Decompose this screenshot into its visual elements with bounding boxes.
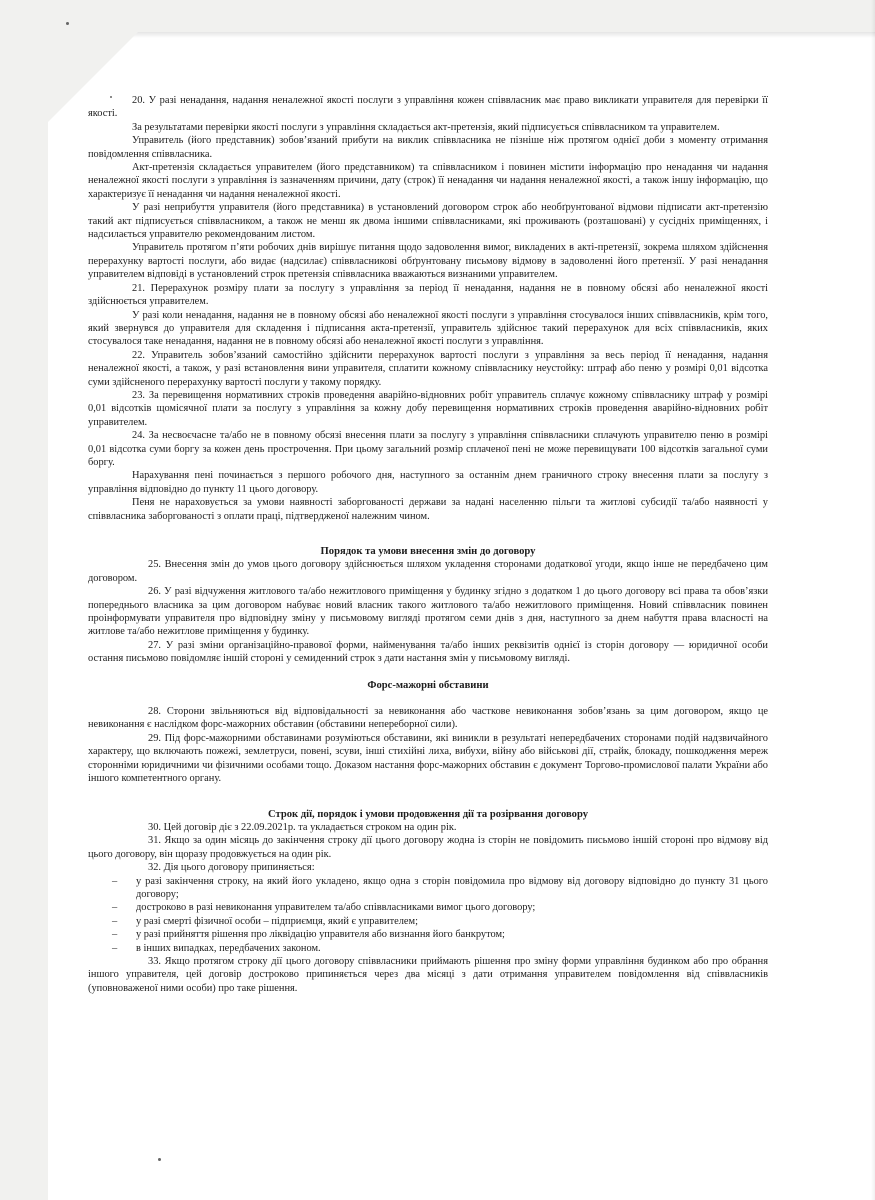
paragraph-30: 30. Цей договір діє з 22.09.2021р. та укладається строком на один рік.: [148, 821, 457, 833]
paragraph-24-accrual: Нарахування пені починається з першого робочого дня, наступного за останнім днем граничного строку внесення плати за послугу з управління відповідно до пункту 11 цього договору.: [88, 470, 768, 495]
list-item: – у разі прийняття рішення про ліквідацію управителя або визнання його банкрутом;: [112, 929, 505, 941]
list-item: – у разі смерті фізичної особи – підприємця, який є управителем;: [112, 915, 418, 927]
paragraph-24-exemption: Пеня не нараховується за умови наявності заборгованості держави за надані населенню пільги та житлові субсидії та/або наявності у співвласника заборгованості з оплати праці, підтвердженої належним чином.: [88, 497, 768, 522]
termination-list: [88, 875, 768, 955]
list-item: – достроково в разі невиконання управителем та/або співвласниками вимог цього договору;: [112, 902, 536, 914]
section-title-amendments: Порядок та умови внесення змін до договору: [320, 546, 536, 557]
scan-speck: [66, 22, 69, 25]
paragraph-33: 33. Якщо протягом строку дії цього договору співвласники приймають рішення про зміну форми управління будинком або про обрання іншого управителя, цей договір достроково припиняється через два місяці з дати отримання управителем повідомлення від співвласників (уповноваженої ними особи) про таке рішення.: [88, 955, 768, 994]
paragraph-26: 26. У разі відчуження житлового та/або нежитлового приміщення у будинку згідно з додатком 1 до цього договору всі права та обов’язки попереднього власника за цим договором набуває новий власник такого житлового та/або нежитлового приміщення. Новий співвласник повинен проінформувати управителя про відповідну зміну у письмовому вигляді протягом семи днів з дня, наступного за днем набуття права власності на житлове та/або нежитлове приміщення у будинку.: [88, 586, 768, 638]
paragraph-20-act: За результатами перевірки якості послуги з управління складається акт-претензія, який підписується співвласником та управителем.: [132, 121, 720, 133]
paragraph-20: 20. У разі ненадання, надання неналежної якості послуги з управління кожен співвласник має право викликати управителя для перевірки її якості.: [88, 95, 768, 120]
paragraph-22: 22. Управитель зобов’язаний самостійно здійснити перерахунок вартості послуги з управління за весь період її ненадання, надання неналежної якості, а також, у разі встановлення вини управителя, сплатити кожному співвласнику неустойку: штраф або пеню у розмірі 0,01 відсотка суми здійсненого перерахунку вартості послуги у такому порядку.: [88, 349, 768, 388]
section-title-term: Строк дії, порядок і умови продовження дії та розірвання договору: [267, 808, 588, 820]
paragraph-27: 27. У разі зміни організаційно-правової форми, найменування та/або інших реквізитів однієї із сторін договору — юридичної особи остання письмово повідомляє іншій стороні у семиденний строк з дати настання змін у письмовому вигляді.: [88, 639, 768, 665]
paragraph-21-others: У разі коли ненадання, надання не в повному обсязі або неналежної якості послуги з управління стосувалося інших співвласників, крім того, який звернувся до управителя для складення і підписання акта-претензії, управитель здійснює такий перерахунок для всіх співвласників, яких стосувалося таке ненадання, надання не в повному обсязі або неналежної якості послуги з управління.: [88, 309, 768, 348]
document-body: [88, 94, 768, 995]
paragraph-20-act-content: Акт-претензія складається управителем (його представником) та співвласником і повинен містити інформацію про ненадання чи надання неналежної якості послуги з управління із зазначенням причини, дату (строк) її ненадання чи надання неналежної якості, а також іншу інформацію, що характеризує її ненадання чи надання неналежної якості.: [88, 162, 768, 200]
list-item: – в інших випадках, передбачених законом.: [112, 942, 321, 954]
sheet-top-shadow: [48, 32, 875, 38]
paragraph-21: 21. Перерахунок розміру плати за послугу з управління за період її ненадання, надання не в повному обсязі або неналежної якості здійснюється управителем.: [88, 282, 768, 308]
paragraph-28: 28. Сторони звільняються від відповідальності за невиконання або часткове невиконання зобов’язань за цим договором, якщо це невиконання є наслідком форс-мажорних обставин (обставини непереборної сили).: [88, 706, 768, 731]
paragraph-24: 24. За несвоєчасне та/або не в повному обсязі внесення плати за послугу з управління співвласники сплачують управителю пеню в розмірі 0,01 відсотка суми боргу за кожен день прострочення. При цьому загальний розмір сплаченої пені не може перевищувати 100 відсотків загальної суми боргу.: [88, 430, 768, 468]
paragraph-25: 25. Внесення змін до умов цього договору здійснюється шляхом укладення сторонами додаткової угоди, якщо інше не передбачено цим договором.: [88, 559, 768, 584]
paragraph-31: 31. Якщо за один місяць до закінчення строку дії цього договору жодна із сторін не повідомить письмово іншій стороні про відмову від цього договору, він щоразу продовжується на один рік.: [88, 835, 768, 860]
paragraph-32: 32. Дія цього договору припиняється:: [148, 862, 315, 874]
paragraph-20-resolution: Управитель протягом п’яти робочих днів вирішує питання щодо задоволення вимог, викладених в акті-претензії, зокрема шляхом здійснення перерахунку вартості послуги, або видає (надсилає) співвласникові обґрунтовану письмову відмову в задоволенні його претензії. У разі ненадання управителем відповіді в установлений строк претензія співвласника вважаються визнаними управителем.: [88, 242, 768, 281]
paragraph-20-arrival: Управитель (його представник) зобов’язаний прибути на виклик співвласника не пізніше ніж протягом однієї доби з моменту отримання повідомлення співвласника.: [88, 135, 768, 160]
section-title-force-majeure: Форс-мажорні обставини: [367, 679, 489, 691]
paragraph-20-no-show: У разі неприбуття управителя (його представника) в установлений договором строк або необґрунтованої відмови підписати акт-претензію такий акт підписується співвласником, а також не менш як двома іншими співвласниками, які проживають (розташовані) у сусідніх приміщеннях, і надсилається управителю рекомендованим листом.: [88, 202, 768, 241]
scan-speck: [158, 1158, 161, 1161]
list-item: – у разі закінчення строку, на який його укладено, якщо одна з сторін повідомила про відмову від договору відповідно до пункту 31 цього договору;: [112, 875, 768, 900]
sheet-right-edge: [871, 0, 875, 1200]
paragraph-23: 23. За перевищення нормативних строків проведення аварійно-відновних робіт управитель сплачує кожному співвласнику штраф у розмірі 0,01 відсотків щомісячної плати за послугу з управління за кожну добу перевищення нормативних строків проведення аварійно-відновних робіт управителем.: [88, 389, 768, 428]
paragraph-29: 29. Під форс-мажорними обставинами розуміються обставини, які виникли в результаті непередбачених сторонами подій надзвичайного характеру, що включають пожежі, землетруси, повені, зсуви, інші стихійні лиха, вибухи, війну або військові дії, страйк, блокаду, пошкодження мереж сторонніми юридичними чи фізичними особами тощо. Доказом настання форс-мажорних обставин є документ Торгово-промислової палати України або іншого компетентного органу.: [88, 732, 768, 785]
